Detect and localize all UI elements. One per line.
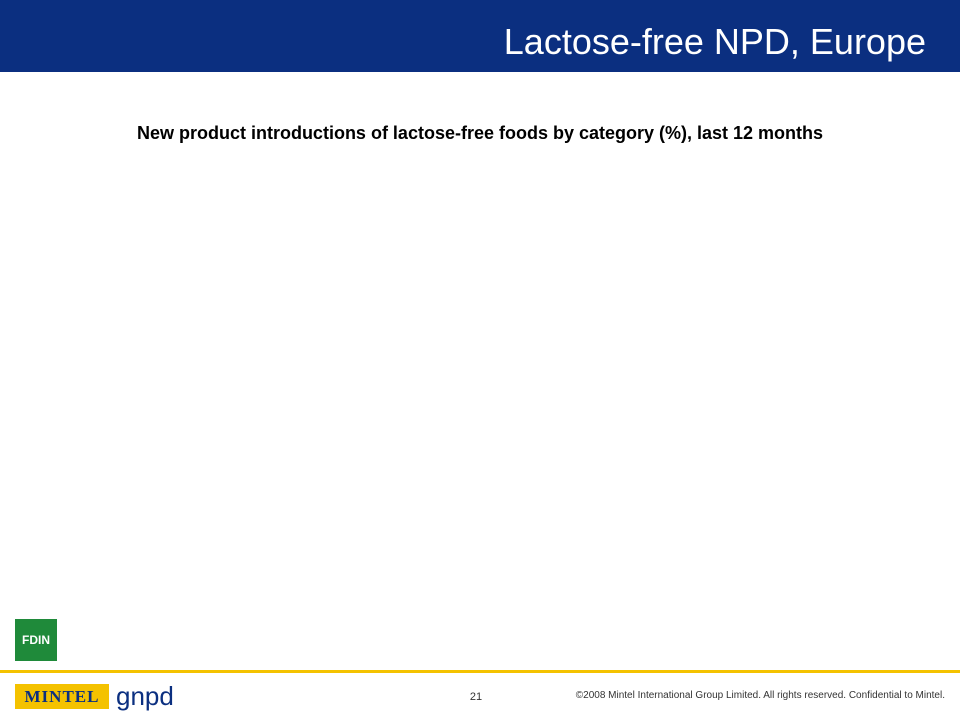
slide-title: Lactose-free NPD, Europe xyxy=(503,21,926,62)
mintel-gnpd-logo xyxy=(15,681,174,711)
page-number: 21 xyxy=(469,691,483,703)
title-bar xyxy=(0,0,960,72)
footer-divider xyxy=(0,670,960,673)
gnpd-logo-text: gnpd xyxy=(116,681,174,711)
slide-subtitle: New product introductions of lactose-free foods by category (%), last 12 months xyxy=(136,123,824,143)
copyright-notice: ©2008 Mintel International Group Limited. All rights reserved. Confidential to Mintel. xyxy=(575,690,945,701)
mintel-logo: MINTEL xyxy=(15,684,109,709)
fdin-logo: FDIN xyxy=(15,619,57,661)
